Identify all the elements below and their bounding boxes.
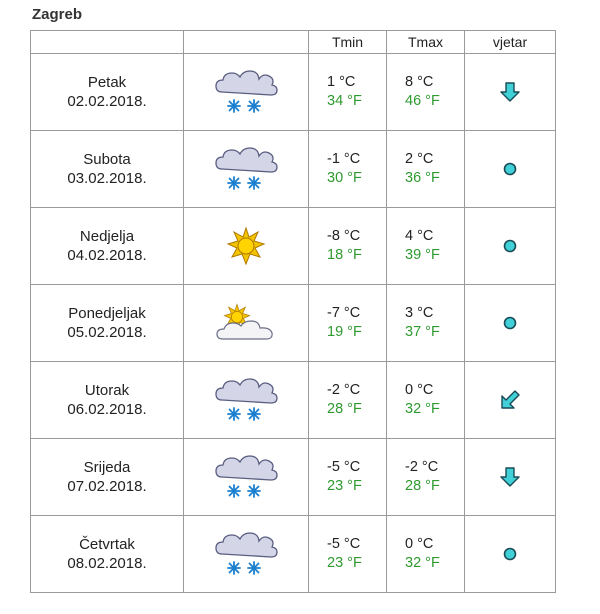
tmax-fahrenheit: 28 °F <box>405 478 440 494</box>
weather-cell <box>184 362 309 439</box>
arrow-down-left-icon <box>465 388 555 412</box>
tmax-fahrenheit: 32 °F <box>405 401 440 417</box>
day-date: 04.02.2018. <box>67 247 147 264</box>
day-name: Petak <box>87 74 127 91</box>
tmax-cell <box>387 54 465 131</box>
tmax-celsius: -2 °C <box>405 459 439 475</box>
tmax-celsius: 8 °C <box>405 74 434 90</box>
wind-cell <box>465 285 556 362</box>
day-cell <box>31 54 184 131</box>
weather-cell <box>184 208 309 285</box>
tmax-celsius: 2 °C <box>405 151 434 167</box>
day-date: 06.02.2018. <box>67 401 147 418</box>
forecast-row <box>31 362 556 439</box>
weather-cell <box>184 54 309 131</box>
weather-cell <box>184 285 309 362</box>
day-cell <box>31 439 184 516</box>
wind-cell <box>465 54 556 131</box>
tmax-celsius: 0 °C <box>405 382 434 398</box>
city-title: Zagreb <box>32 6 83 23</box>
day-date: 08.02.2018. <box>67 555 147 572</box>
tmin-cell <box>309 208 387 285</box>
weather-cell <box>184 131 309 208</box>
tmin-celsius: -2 °C <box>327 382 361 398</box>
arrow-down-icon <box>465 466 555 488</box>
snow-cloud-icon <box>184 528 308 580</box>
header-tmax: Tmax <box>387 31 465 54</box>
day-name: Četvrtak <box>79 536 135 553</box>
sun-cloud-icon <box>184 301 308 345</box>
wind-cell <box>465 516 556 593</box>
tmin-fahrenheit: 28 °F <box>327 401 362 417</box>
snow-cloud-icon <box>184 66 308 118</box>
header-wind: vjetar <box>465 31 556 54</box>
weather-cell <box>184 516 309 593</box>
day-cell <box>31 131 184 208</box>
tmax-celsius: 0 °C <box>405 536 434 552</box>
forecast-row <box>31 131 556 208</box>
tmin-cell <box>309 439 387 516</box>
header-day <box>31 31 184 54</box>
wind-cell <box>465 131 556 208</box>
tmax-cell <box>387 208 465 285</box>
tmax-celsius: 4 °C <box>405 228 434 244</box>
weather-cell <box>184 439 309 516</box>
day-cell <box>31 362 184 439</box>
tmin-cell <box>309 516 387 593</box>
forecast-row <box>31 516 556 593</box>
tmax-fahrenheit: 37 °F <box>405 324 440 340</box>
header-weather <box>184 31 309 54</box>
tmax-cell <box>387 285 465 362</box>
tmax-fahrenheit: 32 °F <box>405 555 440 571</box>
forecast-row <box>31 54 556 131</box>
tmin-celsius: -5 °C <box>327 459 361 475</box>
tmin-fahrenheit: 19 °F <box>327 324 362 340</box>
day-cell <box>31 516 184 593</box>
tmin-cell <box>309 54 387 131</box>
forecast-row <box>31 285 556 362</box>
tmin-fahrenheit: 30 °F <box>327 170 362 186</box>
tmax-fahrenheit: 36 °F <box>405 170 440 186</box>
tmin-cell <box>309 285 387 362</box>
calm-dot-icon <box>465 315 555 331</box>
tmin-fahrenheit: 18 °F <box>327 247 362 263</box>
tmax-cell <box>387 131 465 208</box>
wind-cell <box>465 439 556 516</box>
snow-cloud-icon <box>184 143 308 195</box>
tmin-fahrenheit: 23 °F <box>327 555 362 571</box>
header-row <box>31 31 556 54</box>
calm-dot-icon <box>465 238 555 254</box>
snow-cloud-icon <box>184 374 308 426</box>
tmin-celsius: -1 °C <box>327 151 361 167</box>
tmin-fahrenheit: 34 °F <box>327 93 362 109</box>
sun-icon <box>184 226 308 266</box>
tmin-cell <box>309 362 387 439</box>
day-date: 02.02.2018. <box>67 93 147 110</box>
day-cell <box>31 285 184 362</box>
header-tmin: Tmin <box>309 31 387 54</box>
tmax-cell <box>387 362 465 439</box>
tmax-fahrenheit: 46 °F <box>405 93 440 109</box>
day-date: 07.02.2018. <box>67 478 147 495</box>
tmax-celsius: 3 °C <box>405 305 434 321</box>
tmin-celsius: -7 °C <box>327 305 361 321</box>
tmax-cell <box>387 439 465 516</box>
day-name: Nedjelja <box>79 228 135 245</box>
day-name: Utorak <box>84 382 130 399</box>
forecast-table <box>30 30 556 593</box>
day-name: Srijeda <box>83 459 131 476</box>
tmin-cell <box>309 131 387 208</box>
day-name: Subota <box>83 151 131 168</box>
calm-dot-icon <box>465 161 555 177</box>
tmin-fahrenheit: 23 °F <box>327 478 362 494</box>
calm-dot-icon <box>465 546 555 562</box>
snow-cloud-icon <box>184 451 308 503</box>
forecast-row <box>31 439 556 516</box>
day-cell <box>31 208 184 285</box>
arrow-down-icon <box>465 81 555 103</box>
tmin-celsius: -5 °C <box>327 536 361 552</box>
day-date: 05.02.2018. <box>67 324 147 341</box>
tmin-celsius: 1 °C <box>327 74 356 90</box>
tmax-fahrenheit: 39 °F <box>405 247 440 263</box>
tmax-cell <box>387 516 465 593</box>
tmin-celsius: -8 °C <box>327 228 361 244</box>
wind-cell <box>465 208 556 285</box>
wind-cell <box>465 362 556 439</box>
day-name: Ponedjeljak <box>68 305 146 322</box>
forecast-row <box>31 208 556 285</box>
day-date: 03.02.2018. <box>67 170 147 187</box>
